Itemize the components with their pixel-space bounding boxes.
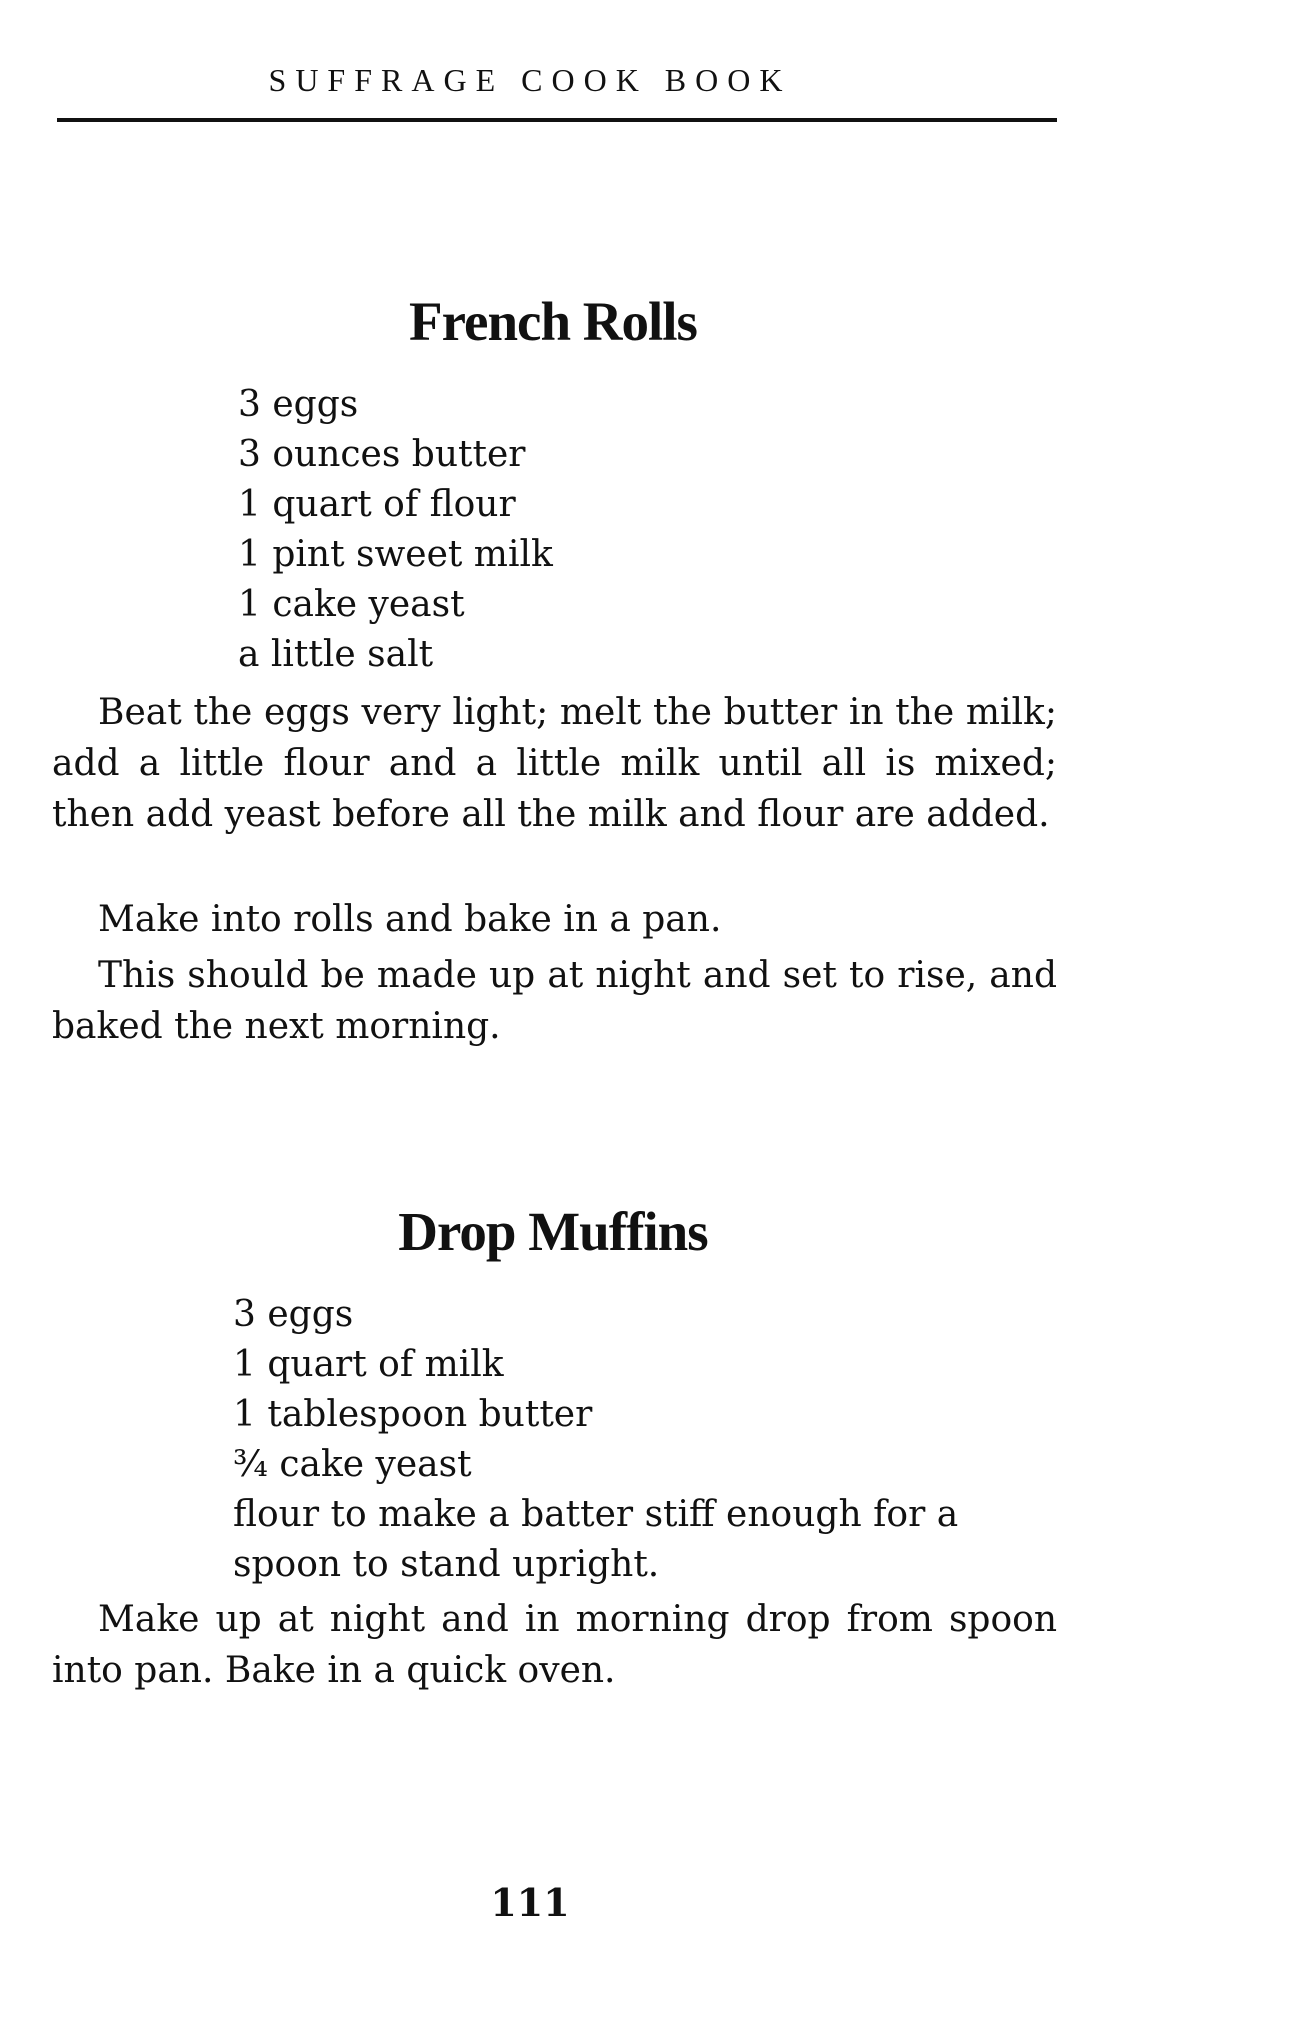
running-title: SUFFRAGE COOK BOOK [268, 62, 792, 98]
header-rule [57, 118, 1057, 122]
ingredient-item: 1 quart of milk [233, 1344, 504, 1385]
page-number: 111 [490, 1880, 570, 1925]
ingredient-list-french-rolls [238, 380, 553, 680]
ingredient-item: flour to make a batter stiff enough for a spoon to stand upright. [233, 1494, 959, 1585]
ingredient-item: 1 cake yeast [238, 584, 465, 625]
ingredient-item: 3 eggs [233, 1294, 354, 1335]
ingredient-item: a little salt [238, 634, 434, 675]
instruction-paragraph: This should be made up at night and set to rise, and baked the next morning. [52, 955, 1057, 1047]
ingredient-item: 3 eggs [238, 384, 359, 425]
recipe-title-drop-muffins: Drop Muffins [398, 1201, 708, 1262]
recipe-title-french-rolls: French Rolls [409, 291, 697, 352]
ingredient-list-drop-muffins [233, 1290, 1063, 1590]
ingredient-item: 1 tablespoon butter [233, 1394, 593, 1435]
instruction-paragraph: Make into rolls and bake in a pan. [98, 899, 722, 940]
ingredient-item: ¾ cake yeast [233, 1444, 472, 1485]
ingredient-item: 3 ounces butter [238, 434, 526, 475]
instruction-paragraph: Make up at night and in morning drop from spoon into pan. Bake in a quick oven. [52, 1599, 1057, 1691]
ingredient-item: 1 quart of flour [238, 484, 516, 525]
instruction-paragraph: Beat the eggs very light; melt the butter in the milk; add a little flour and a little milk until all is mixed; then add yeast before all the milk and flour are added. [52, 692, 1057, 835]
ingredient-item: 1 pint sweet milk [238, 534, 553, 575]
